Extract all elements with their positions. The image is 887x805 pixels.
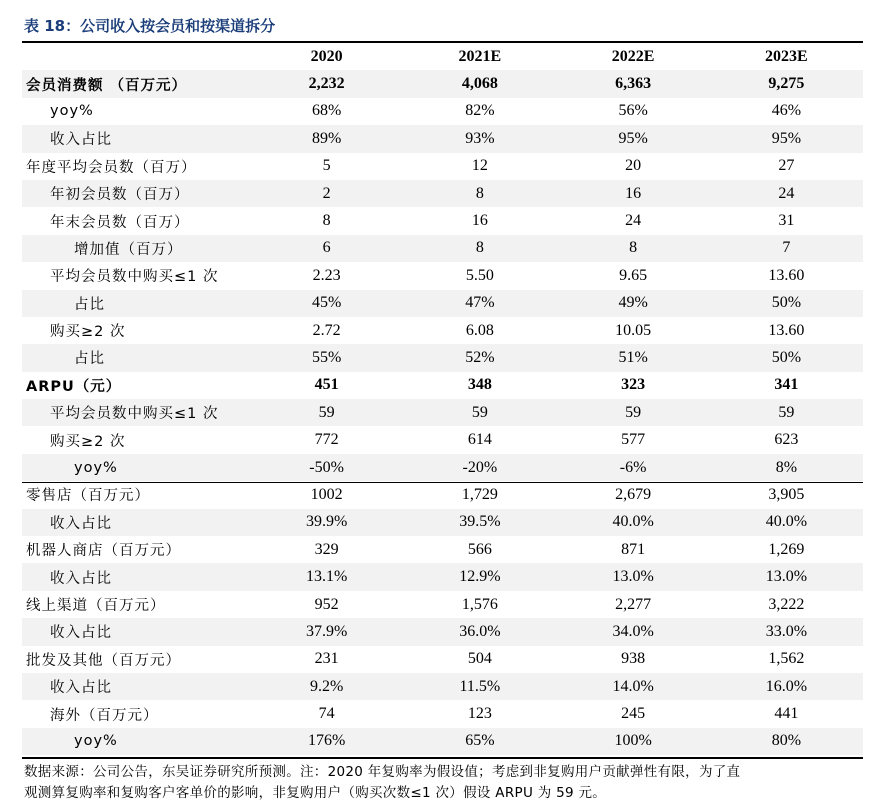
- table-row: [22, 700, 863, 727]
- row-label: 购买≥2 次: [50, 433, 126, 450]
- table-row: [22, 673, 863, 700]
- value-cell: 33.0%: [710, 618, 863, 645]
- value-cell: 31: [778, 212, 795, 230]
- table-row: [22, 372, 863, 399]
- value-cell: 2.23: [312, 266, 341, 284]
- value-cell: 65%: [403, 728, 556, 755]
- value-cell: 3,222: [768, 595, 805, 613]
- header-cell: [22, 43, 250, 70]
- table-row: [22, 426, 863, 453]
- value-cell: 93%: [403, 125, 556, 152]
- value-cell: 13.0%: [710, 563, 863, 590]
- value-cell: 59: [403, 399, 556, 426]
- value-cell: 40.0%: [710, 509, 863, 536]
- table-row: [22, 262, 863, 289]
- table-row: [22, 180, 863, 207]
- row-label: 零售店（百万元）: [26, 488, 150, 505]
- value-cell: 441: [774, 705, 799, 723]
- value-cell: 45%: [250, 290, 403, 317]
- value-cell: 95%: [710, 125, 863, 152]
- value-cell: 6: [250, 235, 403, 262]
- value-cell: 56%: [618, 102, 648, 120]
- value-cell: 341: [774, 376, 799, 394]
- row-label: 收入占比: [22, 563, 250, 590]
- table-row: [22, 481, 863, 508]
- value-cell: 59: [710, 399, 863, 426]
- value-cell: 9.2%: [250, 673, 403, 700]
- value-cell: 39.5%: [403, 509, 556, 536]
- value-cell: 20: [625, 157, 642, 175]
- table-row: [22, 646, 863, 673]
- table-body: [22, 70, 863, 755]
- bottom-rule: [22, 757, 863, 759]
- row-label: 占比: [22, 344, 250, 371]
- table-row: [22, 536, 863, 563]
- header-cell: 2020: [310, 47, 343, 65]
- value-cell: -6%: [557, 454, 710, 481]
- value-cell: 2,679: [615, 485, 652, 503]
- value-cell: 9,275: [710, 70, 863, 97]
- value-cell: 59: [557, 399, 710, 426]
- value-cell: 89%: [250, 125, 403, 152]
- value-cell: 2,277: [615, 595, 652, 613]
- value-cell: 13.60: [768, 321, 805, 339]
- value-cell: 1002: [310, 485, 343, 503]
- value-cell: 623: [774, 431, 799, 449]
- value-cell: 1,562: [768, 650, 805, 668]
- row-label: 收入占比: [22, 673, 250, 700]
- value-cell: 13.0%: [557, 563, 710, 590]
- value-cell: 39.9%: [250, 509, 403, 536]
- header-cell: 2022E: [611, 47, 655, 65]
- row-label: 收入占比: [22, 509, 250, 536]
- header-cell: 2023E: [765, 47, 808, 65]
- value-cell: 95%: [557, 125, 710, 152]
- table-row: [22, 207, 863, 234]
- value-cell: 1,729: [461, 485, 498, 503]
- value-cell: 1,269: [768, 540, 805, 558]
- value-cell: 82%: [465, 102, 495, 120]
- row-label: 线上渠道（百万元）: [26, 598, 166, 614]
- value-cell: 80%: [710, 728, 863, 755]
- value-cell: 50%: [710, 290, 863, 317]
- value-cell: 50%: [710, 344, 863, 371]
- row-label: yoy%: [22, 728, 250, 755]
- value-cell: 36.0%: [403, 618, 556, 645]
- value-cell: 5: [322, 157, 331, 175]
- value-cell: 47%: [403, 290, 556, 317]
- source-note-line: 数据来源：公司公告，东吴证券研究所预测。注：2020 年复购率为假设值；考虑到非复购用户贡献弹性有限，为了直: [24, 764, 741, 780]
- table-row: [22, 728, 863, 755]
- value-cell: 3,905: [768, 485, 805, 503]
- value-cell: 938: [621, 650, 646, 668]
- value-cell: 8: [403, 235, 556, 262]
- value-cell: 6,363: [557, 70, 710, 97]
- value-cell: 8%: [710, 454, 863, 481]
- row-label: 年度平均会员数（百万）: [26, 159, 197, 176]
- value-cell: 14.0%: [557, 673, 710, 700]
- value-cell: 2: [250, 180, 403, 207]
- row-label: ARPU（元）: [26, 378, 122, 395]
- value-cell: 24: [625, 212, 642, 230]
- row-label: 年末会员数（百万）: [50, 214, 190, 231]
- value-cell: 13.60: [768, 266, 805, 284]
- row-label: 平均会员数中购买≤1 次: [50, 269, 219, 286]
- value-cell: 5.50: [465, 266, 494, 284]
- row-label: 机器人商店（百万元）: [26, 543, 181, 560]
- value-cell: 13.1%: [250, 563, 403, 590]
- value-cell: 504: [467, 650, 492, 668]
- value-cell: 245: [621, 705, 646, 723]
- value-cell: 40.0%: [557, 509, 710, 536]
- value-cell: 8: [403, 180, 556, 207]
- value-cell: 100%: [557, 728, 710, 755]
- value-cell: 52%: [403, 344, 556, 371]
- value-cell: 51%: [557, 344, 710, 371]
- table-row: [22, 454, 863, 481]
- value-cell: 16.0%: [710, 673, 863, 700]
- row-label: yoy%: [50, 103, 94, 120]
- table-row: [22, 563, 863, 590]
- value-cell: 55%: [250, 344, 403, 371]
- table-row: [22, 317, 863, 344]
- table-row: [22, 591, 863, 618]
- value-cell: 59: [250, 399, 403, 426]
- table-row: [22, 98, 863, 125]
- value-cell: 46%: [771, 102, 802, 120]
- value-cell: 24: [710, 180, 863, 207]
- revenue-split-table: [22, 43, 863, 755]
- value-cell: -50%: [250, 454, 403, 481]
- table-title: 表 18：公司收入按会员和按渠道拆分: [24, 17, 276, 35]
- table-row: [22, 125, 863, 152]
- value-cell: 6.08: [465, 321, 494, 339]
- row-label: 年初会员数（百万）: [22, 180, 250, 207]
- value-cell: 7: [710, 235, 863, 262]
- value-cell: 2,232: [250, 70, 403, 97]
- value-cell: 68%: [311, 102, 342, 120]
- value-cell: 577: [621, 431, 646, 449]
- value-cell: 16: [557, 180, 710, 207]
- value-cell: 8: [322, 212, 331, 230]
- value-cell: 49%: [557, 290, 710, 317]
- value-cell: 952: [314, 595, 339, 613]
- value-cell: 12: [471, 157, 488, 175]
- value-cell: 12.9%: [403, 563, 556, 590]
- value-cell: 614: [467, 431, 492, 449]
- value-cell: 10.05: [615, 321, 652, 339]
- value-cell: 74: [318, 705, 335, 723]
- row-label: 海外（百万元）: [50, 707, 159, 724]
- section-divider: [22, 482, 863, 483]
- value-cell: 176%: [250, 728, 403, 755]
- value-cell: 2.72: [312, 321, 341, 339]
- value-cell: 323: [621, 376, 646, 394]
- value-cell: -20%: [403, 454, 556, 481]
- value-cell: 34.0%: [557, 618, 710, 645]
- row-label: 收入占比: [22, 125, 250, 152]
- row-label: yoy%: [22, 454, 250, 481]
- row-label: 收入占比: [22, 618, 250, 645]
- value-cell: 123: [467, 705, 492, 723]
- value-cell: 27: [778, 157, 795, 175]
- value-cell: 11.5%: [403, 673, 556, 700]
- row-label: 增加值（百万）: [22, 235, 250, 262]
- value-cell: 8: [557, 235, 710, 262]
- value-cell: 9.65: [619, 266, 648, 284]
- row-label: 会员消费额 （百万元）: [22, 70, 250, 97]
- value-cell: 566: [467, 540, 492, 558]
- source-note-line: 观测算复购率和复购客户客单价的影响，非复购用户（购买次数≤1 次）假设 ARPU 为 59 元。: [24, 785, 607, 801]
- table-row: [22, 235, 863, 262]
- value-cell: 451: [314, 376, 339, 394]
- table-row: [22, 70, 863, 97]
- source-note: [24, 762, 869, 804]
- value-cell: 4,068: [403, 70, 556, 97]
- table-row: [22, 618, 863, 645]
- value-cell: 16: [471, 212, 488, 230]
- value-cell: 1,576: [461, 595, 498, 613]
- header-cell: 2021E: [458, 47, 502, 65]
- value-cell: 231: [314, 650, 339, 668]
- value-cell: 772: [314, 431, 339, 449]
- table-row: [22, 290, 863, 317]
- value-cell: 348: [467, 376, 492, 394]
- row-label: 批发及其他（百万元）: [26, 652, 181, 669]
- row-label: 平均会员数中购买≤1 次: [22, 399, 250, 426]
- table-row: [22, 399, 863, 426]
- table-row: [22, 509, 863, 536]
- row-label: 占比: [22, 290, 250, 317]
- row-label: 购买≥2 次: [50, 324, 126, 341]
- value-cell: 329: [314, 540, 339, 558]
- value-cell: 871: [621, 540, 646, 558]
- table-row: [22, 153, 863, 180]
- value-cell: 37.9%: [250, 618, 403, 645]
- header-row: [22, 43, 863, 70]
- table-row: [22, 344, 863, 371]
